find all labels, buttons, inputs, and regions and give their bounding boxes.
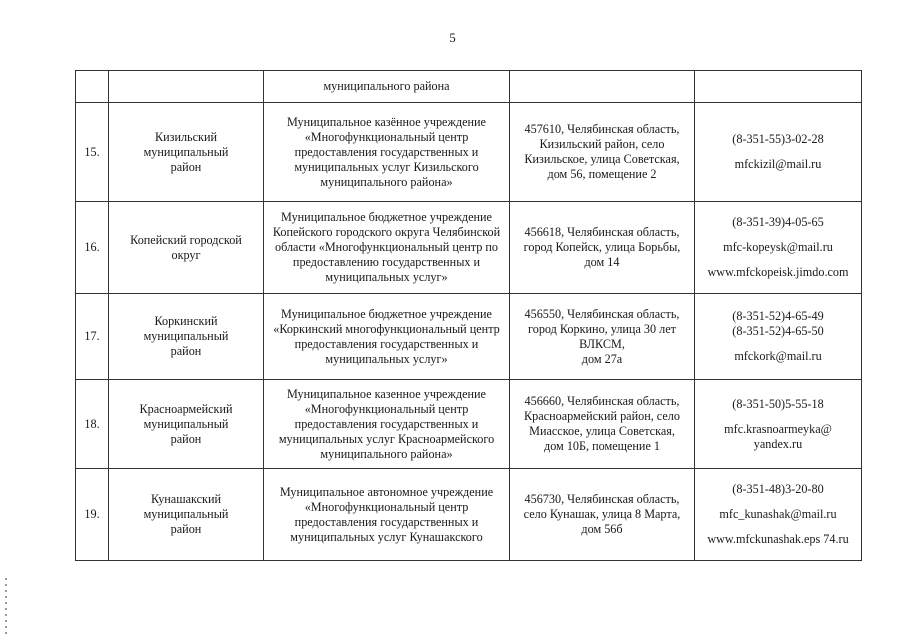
cell-contacts — [695, 71, 862, 103]
address-line: дом 56, помещение 2 — [547, 167, 657, 181]
address-line: дом 27а — [581, 351, 623, 366]
address-line: 456660, Челябинская область, — [524, 394, 680, 408]
email-link[interactable]: mfc_kunashak@mail.ru — [719, 507, 837, 521]
phone-text-2: (8-351-52)4-65-50 — [732, 324, 824, 338]
institution-line: муниципальных услуг Кизильского — [294, 159, 479, 174]
institution-line: области «Многофункциональный центр по — [274, 240, 499, 254]
phone-text: (8-351-50)5-55-18 — [732, 396, 824, 411]
table-row — [76, 294, 862, 380]
cell-num: 15. — [76, 103, 109, 202]
address-line: 456730, Челябинская область, — [524, 492, 680, 506]
cell-contacts — [695, 294, 862, 380]
cell-district — [109, 71, 264, 103]
institution-line: Муниципальное бюджетное учреждение — [281, 306, 492, 321]
cell-address — [510, 469, 695, 561]
cell-institution — [264, 469, 510, 561]
cell-district — [109, 103, 264, 202]
institution-line: предоставлению государственных и — [292, 255, 481, 269]
cell-district — [109, 469, 264, 561]
address-line: Красноармейский район, село — [524, 409, 680, 423]
institution-line: муниципального района» — [320, 174, 453, 189]
email-link[interactable]: mfckizil@mail.ru — [734, 157, 822, 171]
page-number: 5 — [449, 30, 456, 45]
cell-num — [76, 71, 109, 103]
cell-institution: муниципального района — [264, 71, 510, 103]
district-line: Кунашакский — [150, 492, 222, 506]
address-line: 456550, Челябинская область, — [524, 306, 680, 321]
phone-text: (8-351-39)4-05-65 — [732, 215, 824, 229]
website-link[interactable]: www.mfckopeisk.jimdo.com — [707, 265, 849, 279]
institution-line: муниципальных услуг Кунашакского — [290, 529, 483, 544]
district-line: район — [170, 431, 202, 446]
institution-line: предоставления государственных и — [294, 336, 479, 351]
institution-line: предоставления государственных и — [294, 144, 479, 159]
address-line: ВЛКСМ, — [579, 336, 625, 351]
district-line: Коркинский — [154, 314, 218, 328]
cell-address — [510, 71, 695, 103]
cell-contacts — [695, 469, 862, 561]
scan-edge-marks — [5, 578, 7, 638]
institution-line: «Многофункциональный центр — [304, 129, 469, 144]
institution-line: Муниципальное казенное учреждение — [287, 386, 486, 401]
table-row — [76, 103, 862, 202]
institution-line: муниципальных услуг Красноармейского — [278, 431, 495, 446]
district-line: муниципальный — [143, 144, 229, 159]
phone-text: (8-351-48)3-20-80 — [732, 482, 824, 496]
mfc-table — [75, 70, 862, 561]
cell-address — [510, 380, 695, 469]
address-line: Кизильский район, село — [539, 137, 665, 151]
institution-line: «Коркинский многофункциональный центр — [273, 321, 500, 336]
cell-contacts — [695, 103, 862, 202]
district-line: Кизильский — [154, 129, 217, 144]
cell-district — [109, 380, 264, 469]
cell-contacts — [695, 380, 862, 469]
institution-line: предоставления государственных и — [294, 514, 479, 529]
institution-line: Муниципальное казённое учреждение — [287, 114, 486, 129]
table-row — [76, 202, 862, 294]
district-line: Копейский городской — [130, 232, 242, 247]
institution-line: муниципальных услуг» — [325, 351, 448, 366]
table-row-continuation — [76, 71, 862, 103]
cell-address — [510, 103, 695, 202]
phone-text: (8-351-52)4-65-49 — [732, 309, 824, 323]
email-link[interactable]: mfc.krasnoarmeyka@ — [724, 421, 832, 436]
table-row — [76, 380, 862, 469]
district-line: муниципальный — [143, 416, 229, 431]
institution-line: «Многофункциональный центр — [304, 401, 469, 416]
cell-institution — [264, 294, 510, 380]
cell-num: 18. — [76, 380, 109, 469]
cell-institution — [264, 103, 510, 202]
cell-address — [510, 294, 695, 380]
institution-line: «Многофункциональный центр — [304, 499, 469, 514]
email-link-cont[interactable]: yandex.ru — [753, 436, 803, 451]
institution-line: Копейского городского округа Челябинской — [272, 225, 501, 239]
cell-contacts — [695, 202, 862, 294]
institution-line: Муниципальное автономное учреждение — [279, 484, 494, 499]
district-line: округ — [171, 247, 201, 262]
website-link[interactable]: www.mfckunashak.eps 74.ru — [707, 532, 849, 546]
cell-num: 19. — [76, 469, 109, 561]
address-line: 456618, Челябинская область, — [524, 225, 680, 239]
cell-num: 17. — [76, 294, 109, 380]
cell-num: 16. — [76, 202, 109, 294]
institution-line: муниципального района» — [320, 446, 453, 461]
district-line: Красноармейский — [139, 401, 233, 416]
district-line: муниципальный — [143, 507, 229, 521]
address-line: город Коркино, улица 30 лет — [528, 321, 676, 336]
address-line: дом 10Б, помещение 1 — [544, 439, 660, 453]
address-line: дом 56б — [581, 522, 623, 536]
email-link[interactable]: mfc-kopeysk@mail.ru — [723, 240, 833, 254]
cell-institution — [264, 380, 510, 469]
institution-line: предоставления государственных и — [294, 416, 479, 431]
address-line: город Копейск, улица Борьбы, — [523, 240, 681, 254]
district-line: муниципальный — [143, 329, 229, 343]
cell-district — [109, 202, 264, 294]
address-line: дом 14 — [584, 255, 620, 269]
address-line: Кизильское, улица Советская, — [524, 152, 680, 166]
institution-line: Муниципальное бюджетное учреждение — [281, 210, 492, 224]
address-line: село Кунашак, улица 8 Марта, — [523, 507, 681, 521]
district-line: район — [170, 344, 202, 358]
address-line: 457610, Челябинская область, — [524, 122, 680, 136]
address-line: Миасское, улица Советская, — [529, 424, 675, 438]
table-row — [76, 469, 862, 561]
cell-district — [109, 294, 264, 380]
email-link[interactable]: mfckork@mail.ru — [734, 349, 822, 363]
district-line: район — [170, 522, 202, 536]
institution-line: муниципальных услуг» — [325, 270, 448, 284]
cell-institution — [264, 202, 510, 294]
phone-text: (8-351-55)3-02-28 — [732, 132, 824, 146]
district-line: район — [170, 159, 202, 174]
cell-address — [510, 202, 695, 294]
